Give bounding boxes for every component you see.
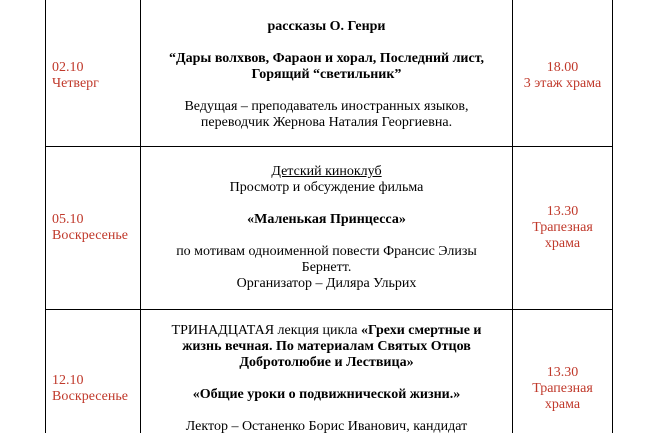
event-based-line2: Бернетт. bbox=[301, 260, 352, 275]
lecturer: Лектор – Останенко Борис Иванович, кандидат bbox=[185, 419, 468, 433]
event-weekday: Четверг bbox=[52, 75, 99, 91]
lecture-series-line2: жизнь вечная. По материалам Святых Отцов bbox=[182, 339, 471, 354]
events-table bbox=[45, 0, 613, 433]
event-date: 05.10 bbox=[52, 212, 84, 227]
table-row bbox=[46, 0, 613, 147]
table-row bbox=[46, 147, 613, 310]
time-place-cell bbox=[513, 310, 613, 433]
event-place: Трапезная bbox=[532, 381, 593, 396]
time-place-cell bbox=[513, 0, 613, 147]
lecture-prefix: ТРИНАДЦАТАЯ лекция цикла bbox=[171, 323, 361, 338]
lecture-series-line1: «Грехи смертные и bbox=[360, 323, 482, 338]
time-place-cell bbox=[513, 147, 613, 310]
event-subtitle: Просмотр и обсуждение фильма bbox=[229, 180, 424, 195]
table-row bbox=[46, 310, 613, 433]
date-cell bbox=[46, 0, 141, 147]
event-title: рассказы О. Генри bbox=[267, 18, 386, 34]
event-organizer: Организатор – Диляра Ульрих bbox=[236, 276, 417, 291]
date-cell bbox=[46, 310, 141, 433]
event-place: 3 этаж храма bbox=[523, 75, 602, 91]
event-cell bbox=[141, 310, 513, 433]
event-place: храма bbox=[544, 397, 581, 412]
event-cell bbox=[141, 0, 513, 147]
date-cell bbox=[46, 147, 141, 310]
event-time: 13.30 bbox=[546, 204, 579, 219]
lecture-series-line3: Добротолюбие и Лествица» bbox=[239, 355, 414, 370]
event-based-line1: по мотивам одноименной повести Франсис Элизы bbox=[176, 244, 477, 259]
event-date: 02.10 bbox=[52, 59, 84, 75]
event-place: Трапезная bbox=[532, 220, 593, 235]
event-time: 13.30 bbox=[546, 365, 579, 380]
event-host-line1: Ведущая – преподаватель иностранных языков, bbox=[184, 98, 469, 114]
event-place: храма bbox=[544, 236, 581, 251]
event-weekday: Воскресенье bbox=[52, 389, 128, 404]
event-cell bbox=[141, 147, 513, 310]
event-host-line2: переводчик Жернова Наталия Георгиевна. bbox=[200, 114, 453, 130]
event-time: 18.00 bbox=[546, 59, 579, 75]
event-film: «Маленькая Принцесса» bbox=[247, 212, 406, 227]
event-weekday: Воскресенье bbox=[52, 228, 128, 243]
event-date: 12.10 bbox=[52, 373, 84, 388]
event-works: “Дары волхвов, Фараон и хорал, Последний лист, Горящий “светильник” bbox=[168, 50, 485, 82]
lecture-topic: «Общие уроки о подвижнической жизни.» bbox=[192, 387, 461, 402]
event-club: Детский киноклуб bbox=[271, 164, 382, 179]
